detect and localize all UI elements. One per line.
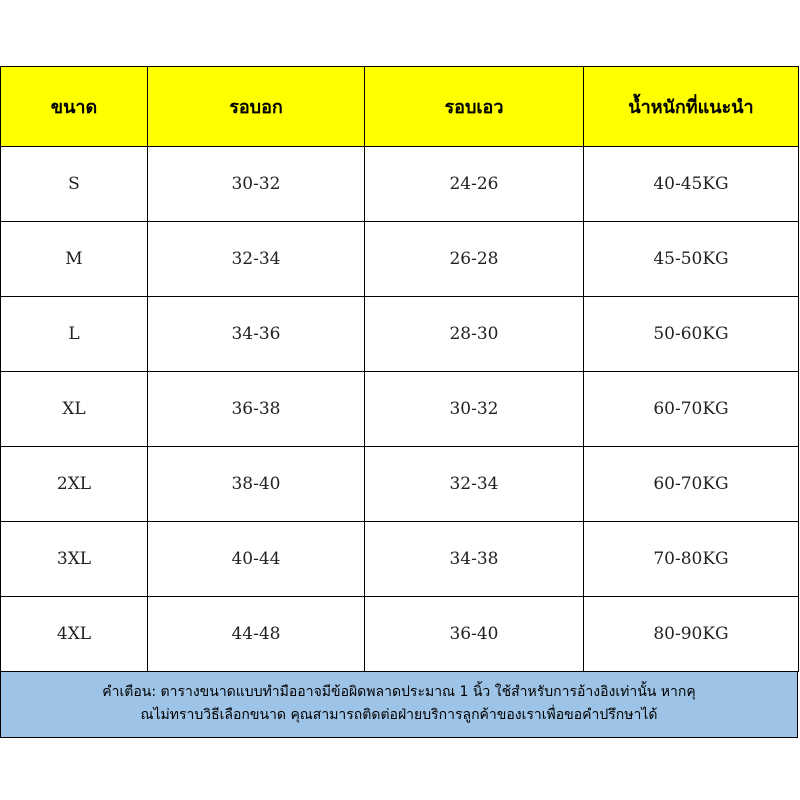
chest-cell: 34-36: [148, 297, 365, 372]
weight-cell: 70-80KG: [584, 522, 799, 597]
waist-cell: 26-28: [365, 222, 584, 297]
header-chest: รอบอก: [148, 67, 365, 147]
waist-cell: 32-34: [365, 447, 584, 522]
table-row: [1, 447, 799, 522]
waist-cell: 34-38: [365, 522, 584, 597]
header-row: [1, 67, 799, 147]
chest-cell: 40-44: [148, 522, 365, 597]
warning-note-line: คำเตือน: ตารางขนาดแบบทำมืออาจมีข้อผิดพลาดประมาณ 1 นิ้ว ใช้สำหรับการอ้างอิงเท่านั้น หากคุ: [102, 684, 696, 700]
chest-cell: 38-40: [148, 447, 365, 522]
chest-cell: 36-38: [148, 372, 365, 447]
table-row: [1, 597, 799, 672]
chest-cell: 30-32: [148, 147, 365, 222]
waist-cell: 30-32: [365, 372, 584, 447]
chest-cell: 32-34: [148, 222, 365, 297]
waist-cell: 24-26: [365, 147, 584, 222]
header-size: ขนาด: [1, 67, 148, 147]
size-cell: 2XL: [1, 447, 148, 522]
header-waist: รอบเอว: [365, 67, 584, 147]
size-cell: L: [1, 297, 148, 372]
table-row: [1, 297, 799, 372]
weight-cell: 50-60KG: [584, 297, 799, 372]
weight-cell: 40-45KG: [584, 147, 799, 222]
waist-cell: 36-40: [365, 597, 584, 672]
warning-note: [0, 672, 798, 738]
weight-cell: 45-50KG: [584, 222, 799, 297]
weight-cell: 60-70KG: [584, 372, 799, 447]
waist-cell: 28-30: [365, 297, 584, 372]
size-cell: S: [1, 147, 148, 222]
warning-note-line: ณไม่ทราบวิธีเลือกขนาด คุณสามารถติดต่อฝ่ายบริการลูกค้าของเราเพื่อขอคำปรึกษาได้: [140, 707, 658, 723]
size-chart: [0, 66, 798, 738]
table-row: [1, 372, 799, 447]
size-cell: 3XL: [1, 522, 148, 597]
weight-cell: 60-70KG: [584, 447, 799, 522]
size-cell: M: [1, 222, 148, 297]
size-cell: 4XL: [1, 597, 148, 672]
chest-cell: 44-48: [148, 597, 365, 672]
weight-cell: 80-90KG: [584, 597, 799, 672]
size-cell: XL: [1, 372, 148, 447]
table-row: [1, 522, 799, 597]
size-table: [0, 66, 799, 672]
header-recommended-weight: น้ำหนักที่แนะนำ: [584, 67, 799, 147]
table-row: [1, 222, 799, 297]
table-row: [1, 147, 799, 222]
